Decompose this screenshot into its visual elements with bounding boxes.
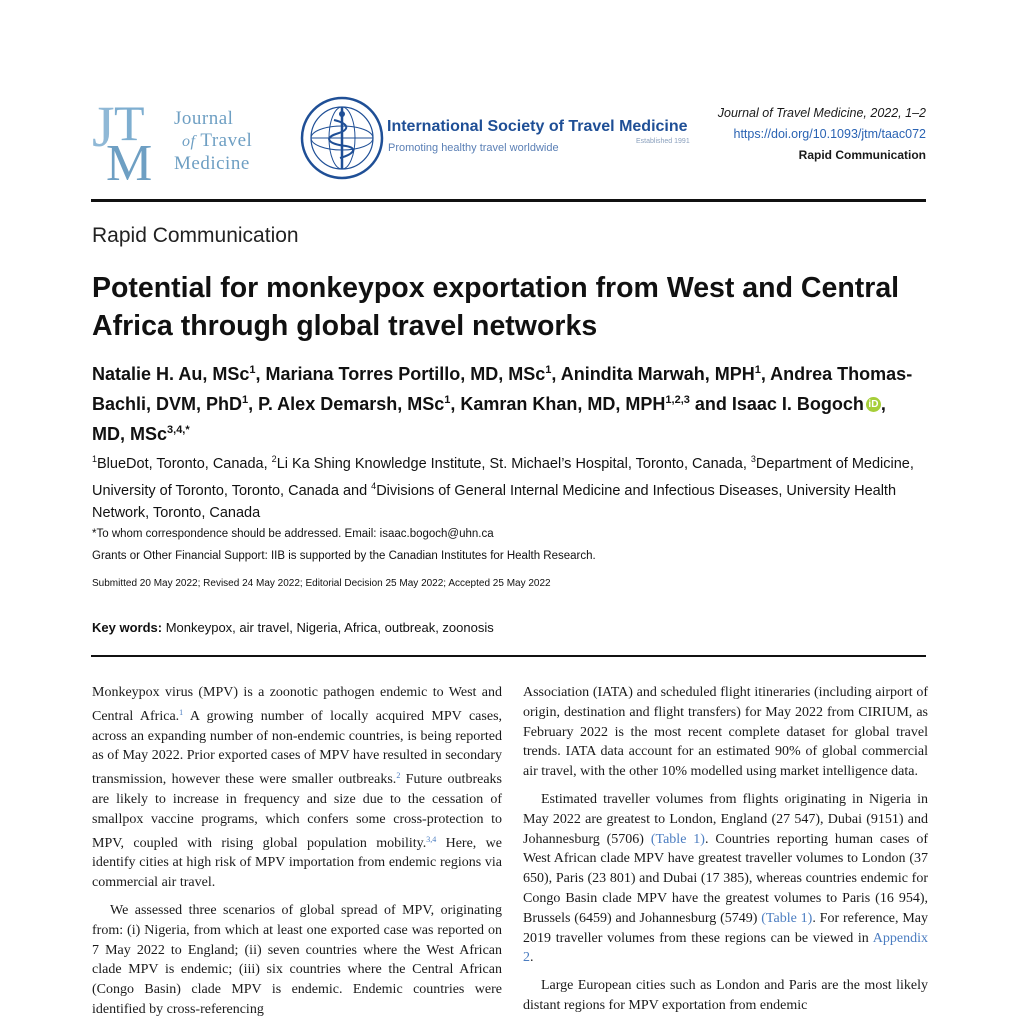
jtm-letter-j: J	[92, 96, 115, 159]
paragraph	[92, 683, 502, 893]
affiliation: Divisions of General Internal Medicine and Infectious Diseases, University Health Network, Toronto, Canada	[92, 482, 897, 521]
body-column-left	[92, 683, 502, 1020]
text: Estimated traveller volumes from flights originating in Nigeria in May 2022 are greatest to London, England (27 547), Dubai (9151) and Johannesburg (5706)	[523, 791, 928, 847]
istm-logo	[300, 96, 720, 182]
istm-established: Established 1991	[636, 138, 690, 145]
jtm-monogram	[92, 96, 172, 182]
author: Natalie H. Au, MSc	[92, 364, 250, 384]
istm-tagline: Promoting healthy travel worldwide	[388, 142, 559, 154]
affil-number: 1	[92, 454, 98, 464]
author-degrees: , MD, MSc	[92, 394, 886, 444]
article-category: Rapid Communication	[798, 148, 926, 162]
correspondence-note: *To whom correspondence should be addressed. Email: isaac.bogoch@uhn.ca	[92, 528, 494, 540]
text: .	[530, 950, 534, 966]
text: A growing number of locally acquired MPV cases, across an expanding number of non-endemic countries, is being reported as of May 2022. Prior exported cases of MPV have resulted in secondary transmission, however these were smaller outbreaks.	[92, 708, 503, 788]
author: and Isaac I. Bogoch	[689, 394, 864, 414]
jtm-name-line1: Journal	[174, 108, 234, 129]
author: , Anindita Marwah, MPH	[551, 364, 755, 384]
appendix-link[interactable]: Appendix 2	[523, 930, 928, 966]
reference-link[interactable]: 2	[396, 771, 401, 781]
affiliations	[92, 448, 922, 524]
grant-note: Grants or Other Financial Support: IIB is supported by the Canadian Institutes for Health Research.	[92, 550, 596, 562]
keywords-label: Key words:	[92, 620, 163, 635]
body-divider	[91, 655, 926, 657]
keywords	[92, 620, 494, 635]
istm-title: International Society of Travel Medicine	[387, 118, 688, 135]
affil-number: 4	[371, 480, 377, 491]
section-heading: Rapid Communication	[92, 224, 299, 247]
text: Future outbreaks are likely to increase in frequency and size due to the cessation of smallpox vaccine programs, which confers some cross-protection to MPV, coupled with rising global population mobility.	[92, 772, 502, 851]
doi-link[interactable]: https://doi.org/10.1093/jtm/taac072	[733, 127, 926, 141]
text: Here, we identify cities at high risk of MPV importation from endemic regions via commercial air travel.	[92, 835, 502, 891]
journal-citation: Journal of Travel Medicine, 2022, 1–2	[717, 106, 926, 120]
table-link[interactable]: (Table 1)	[761, 910, 813, 926]
jtm-logo	[92, 96, 277, 182]
jtm-journal-name	[174, 108, 252, 175]
reference-link[interactable]: 3,4	[426, 834, 437, 844]
reference-link[interactable]: 1	[179, 707, 184, 717]
text: . Countries reporting human cases of West African clade MPV have greatest traveller volumes to London (37 650), Paris (23 801) and Dubai (17 385), whereas countries endemic for Congo Basin clade MPV have the greatest volumes to Paris (16 954), Brussels (6459) and Johannesburg (5749)	[523, 831, 929, 926]
author-affil-sup: 1	[444, 394, 451, 406]
author-affil-sup: 3,4,*	[167, 424, 190, 436]
jtm-letter-m: M	[106, 135, 153, 182]
author: , Mariana Torres Portillo, MD, MSc	[255, 364, 546, 384]
author-list	[92, 357, 922, 447]
text: Monkeypox virus (MPV) is a zoonotic pathogen endemic to West and Central Africa.	[92, 685, 502, 724]
affil-number: 3	[750, 454, 756, 464]
author: , P. Alex Demarsh, MSc	[248, 394, 445, 414]
table-link[interactable]: (Table 1)	[650, 831, 705, 847]
affil-number: 2	[271, 454, 277, 464]
paragraph: Large European cities such as London and Paris are the most likely distant regions for MPV exportation from endemic	[523, 978, 928, 1013]
header-divider	[91, 199, 926, 202]
author-affil-sup: 1	[242, 394, 249, 406]
affiliation: BlueDot, Toronto, Canada,	[97, 455, 272, 472]
author-affil-sup: 1	[754, 364, 761, 376]
orcid-icon[interactable]: iD	[866, 397, 881, 412]
author: , Andrea Thomas-Bachli, DVM, PhD	[92, 364, 913, 414]
jtm-name-line2	[174, 130, 252, 153]
paragraph	[523, 790, 928, 968]
paragraph: Association (IATA) and scheduled flight itineraries (including airport of origin, destination and flight transfers) for May 2022 from CIRIUM, as February 2022 is the most recent complete dataset for global travel trends. IATA data account for an estimated 90% of global commercial air travel, with the other 10% modelled using market intelligence data.	[523, 685, 928, 780]
affiliation: Department of Medicine, University of Toronto, Toronto, Canada and	[92, 455, 914, 499]
text: . For reference, May 2019 traveller volumes from these regions can be viewed in	[523, 910, 928, 946]
author-affil-sup: 1	[545, 364, 552, 376]
jtm-letter-t: T	[114, 96, 145, 151]
jtm-of: of	[182, 133, 196, 150]
author-affil-sup: 1	[249, 364, 256, 376]
submission-dates: Submitted 20 May 2022; Revised 24 May 2022; Editorial Decision 25 May 2022; Accepted 25 May 2022	[92, 578, 551, 589]
author: , Kamran Khan, MD, MPH	[450, 394, 666, 414]
istm-seal-icon	[300, 96, 384, 180]
paragraph: We assessed three scenarios of global spread of MPV, originating from: (i) Nigeria, from which at least one exported case was reported on 7 May 2022 to England; (ii) seven countries where the West African clade MPV is endemic; (iii) six countries where the Central African (Congo Basin) clade MPV is endemic. Endemic countries were identified by cross-referencing	[92, 902, 502, 1017]
jtm-name-line3: Medicine	[174, 153, 250, 174]
keywords-list: Monkeypox, air travel, Nigeria, Africa, outbreak, zoonosis	[162, 620, 494, 635]
body-column-right	[523, 683, 928, 1016]
journal-reference	[718, 103, 926, 166]
jtm-travel: Travel	[200, 130, 253, 151]
affiliation: Li Ka Shing Knowledge Institute, St. Michael’s Hospital, Toronto, Canada,	[276, 455, 751, 472]
article-title: Potential for monkeypox exportation from West and Central Africa through global travel networks	[92, 272, 900, 342]
author-affil-sup: 1,2,3	[665, 394, 690, 406]
